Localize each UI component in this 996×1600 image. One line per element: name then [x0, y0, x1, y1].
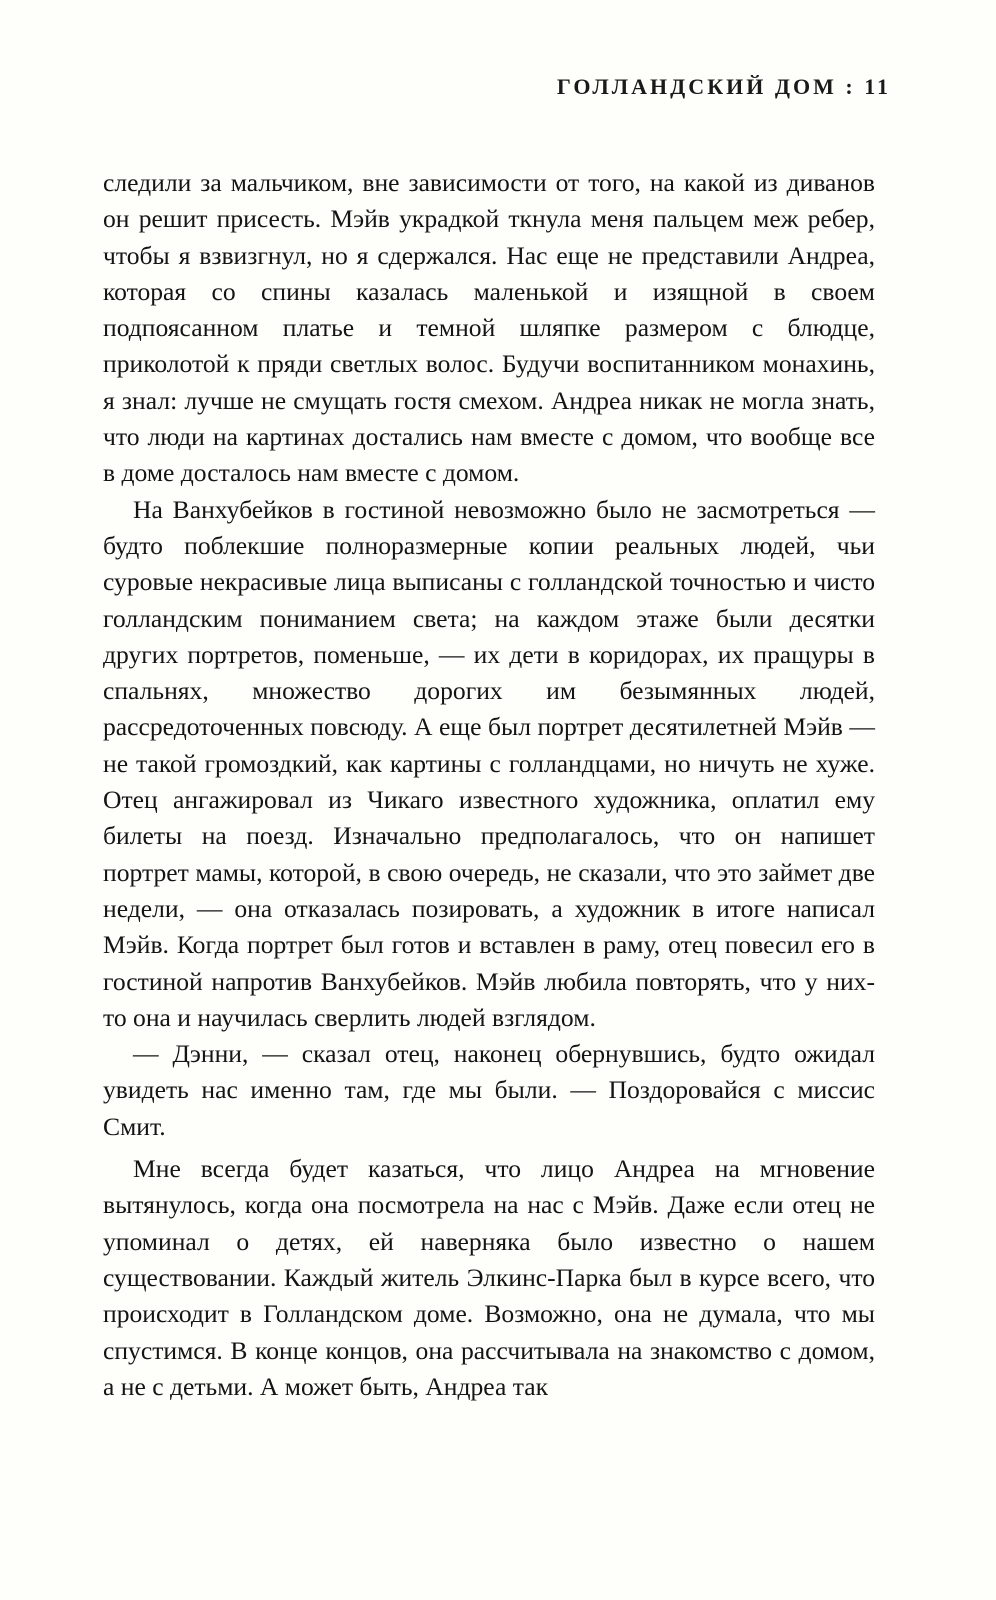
paragraph-4: Мне всегда будет казаться, что лицо Андреа на мгновение вытянулось, когда она посмотрела на нас с Мэйв. Даже если отец не упоминал о детях, ей наверняка было известно о нашем существовании. Каждый житель Элкинс-Парка был в курсе всего, что происходит в Голландском доме. Возможно, она не думала, что мы спустимся. В конце концов, она рассчитывала на знакомство с домом, а не с детьми. А может быть, Андреа так — [103, 1154, 875, 1401]
paragraph-3: — Дэнни, — сказал отец, наконец обернувшись, будто ожидал увидеть нас именно там, где мы были. — Поздоровайся с миссис Смит. — [103, 1039, 875, 1141]
paragraph-1: следили за мальчиком, вне зависимости от того, на какой из диванов он решит присесть. Мэйв украдкой ткнула меня пальцем меж ребер, чтобы я взвизгнул, но я сдержался. Нас еще не представили Андреа, которая со спины казалась маленькой и изящной в своем подпоясанном платье и темной шляпке размером с блюдце, приколотой к пряди светлых волос. Будучи воспитанником монахинь, я знал: лучше не смущать гостя смехом. Андреа никак не могла знать, что люди на картинах достались нам вместе с домом, что вообще все в доме досталось нам вместе с домом. — [103, 168, 875, 488]
running-head: ГОЛЛАНДСКИЙ ДОМ : 11 — [556, 74, 891, 99]
body-text — [103, 165, 875, 1405]
paragraph-2: На Ванхубейков в гостиной невозможно было не засмотреться — будто поблекшие полноразмерные копии реальных людей, чьи суровые некрасивые лица выписаны с голландской точностью и чисто голландским пониманием света; на каждом этаже были десятки других портретов, поменьше, — их дети в коридорах, их пращуры в спальнях, множество дорогих им безымянных людей, рассредоточенных повсюду. А еще был портрет десятилетней Мэйв — не такой громоздкий, как картины с голландцами, но ничуть не хуже. Отец ангажировал из Чикаго известного художника, оплатил ему билеты на поезд. Изначально предполагалось, что он напишет портрет мамы, которой, в свою очередь, не сказали, что это займет две недели, — она отказалась позировать, а художник в итоге написал Мэйв. Когда портрет был готов и вставлен в раму, отец повесил его в гостиной напротив Ванхубейков. Мэйв любила повторять, что у них-то она и научилась сверлить людей взглядом. — [103, 494, 875, 1032]
